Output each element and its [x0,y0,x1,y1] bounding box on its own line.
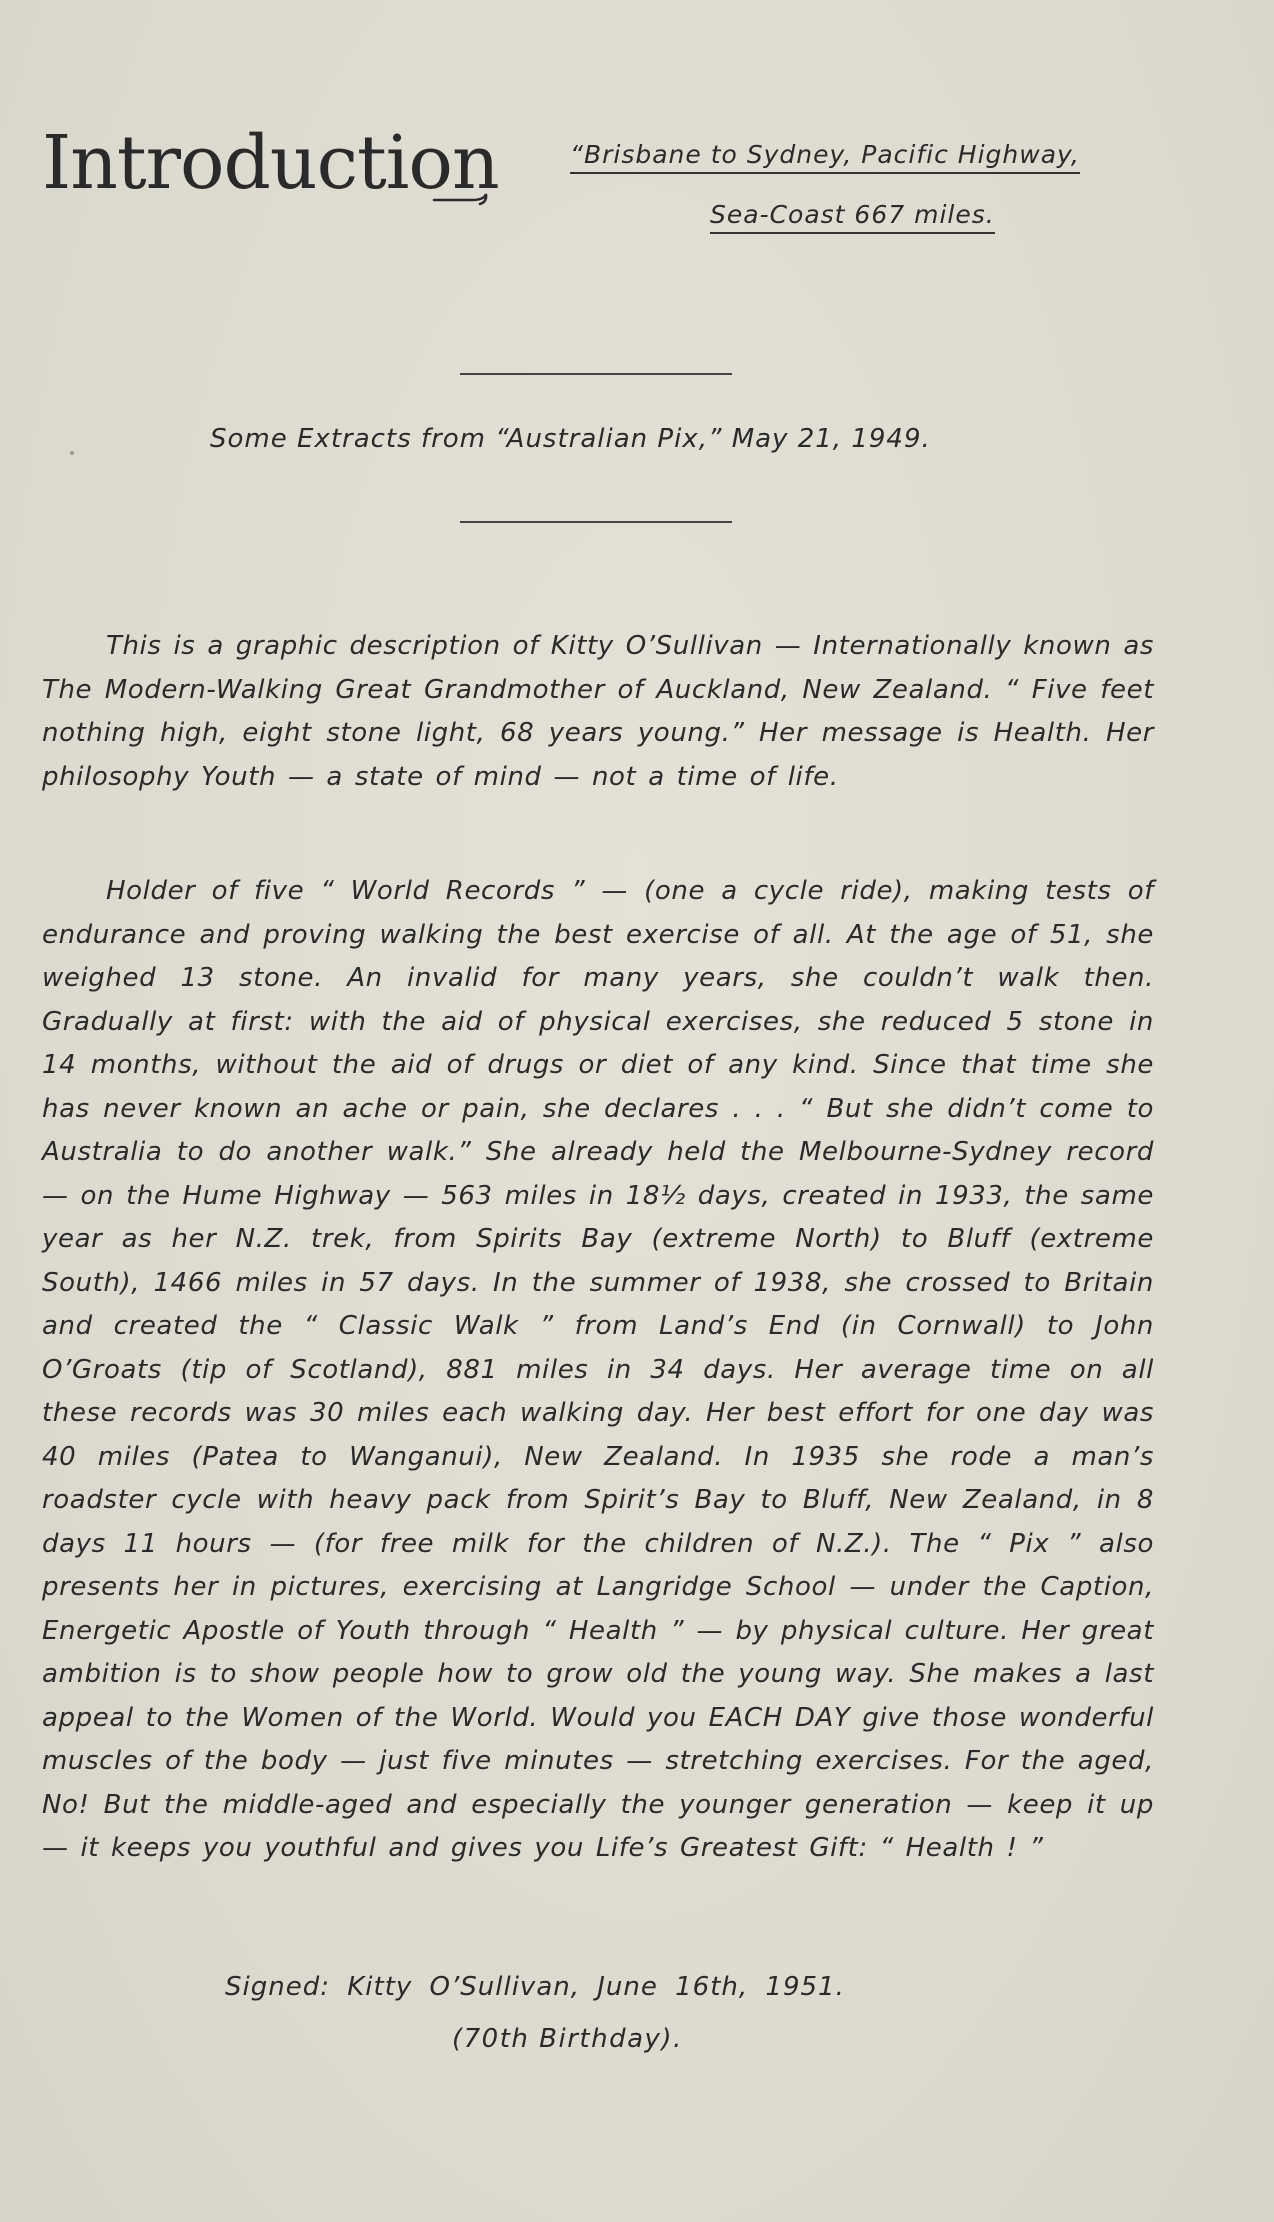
signature-line: Signed: Kitty O’Sullivan, June 16th, 1951. [225,1972,845,2002]
divider-bottom [460,521,732,523]
paragraph-1: This is a graphic description of Kitty O’Sullivan — Internationally known as The Modern-Walking Great Grandmother of Auckland, New Zealand. “ Five feet nothing high, eight stone light, 68 years young.” Her message is Health. Her philosophy Youth — a state of mind — not a time of life. [42,631,1154,792]
route-subtitle-line1: “Brisbane to Sydney, Pacific Highway, [570,140,1080,174]
paper-speck [70,451,74,455]
birthday-note: (70th Birthday). [452,2024,683,2054]
route-subtitle-line2: Sea-Coast 667 miles. [710,200,995,234]
divider-top [460,373,732,375]
paragraph-2: Holder of five “ World Records ” — (one a cycle ride), making tests of endurance and proving walking the best exercise of all. At the age of 51, she weighed 13 stone. An invalid for many years, she couldn’t walk then. Gradually at first: with the aid of physical exercises, she reduced 5 stone in 14 months, without the aid of drugs or diet of any kind. Since that time she has never known an ache or pain, she declares . . . “ But she didn’t come to Australia to do another walk.” She already held the Melbourne-Sydney record — on the Hume Highway — 563 miles in 18½ days, created in 1933, the same year as her N.Z. trek, from Spirits Bay (extreme North) to Bluff (extreme South), 1466 miles in 57 days. In the summer of 1938, she crossed to Britain and created the “ Classic Walk ” from Land’s End (in Cornwall) to John O’Groats (tip of Scotland), 881 miles in 34 days. Her average time on all these records was 30 miles each walking day. Her best effort for one day was 40 miles (Patea to Wanganui), New Zealand. In 1935 she rode a man’s roadster cycle with heavy pack from Spirit’s Bay to Bluff, New Zealand, in 8 days 11 hours — (for free milk for the children of N.Z.). The “ Pix ” also presents her in pictures, exercising at Langridge School — under the Caption, Energetic Apostle of Youth through “ Health ” — by physical culture. Her great ambition is to show people how to grow old the young way. She makes a last appeal to the Women of the World. Would you EACH DAY give those wonderful muscles of the body — just five minutes — stretching exercises. For the aged, No! But the middle-aged and especially the younger generation — keep it up — it keeps you youthful and gives you Life’s Greatest Gift: “ Health ! ” [42,876,1154,1863]
title-flourish-icon [432,188,492,208]
page-title: Introduction [42,120,499,206]
extract-source: Some Extracts from “Australian Pix,” May 21, 1949. [210,424,931,454]
